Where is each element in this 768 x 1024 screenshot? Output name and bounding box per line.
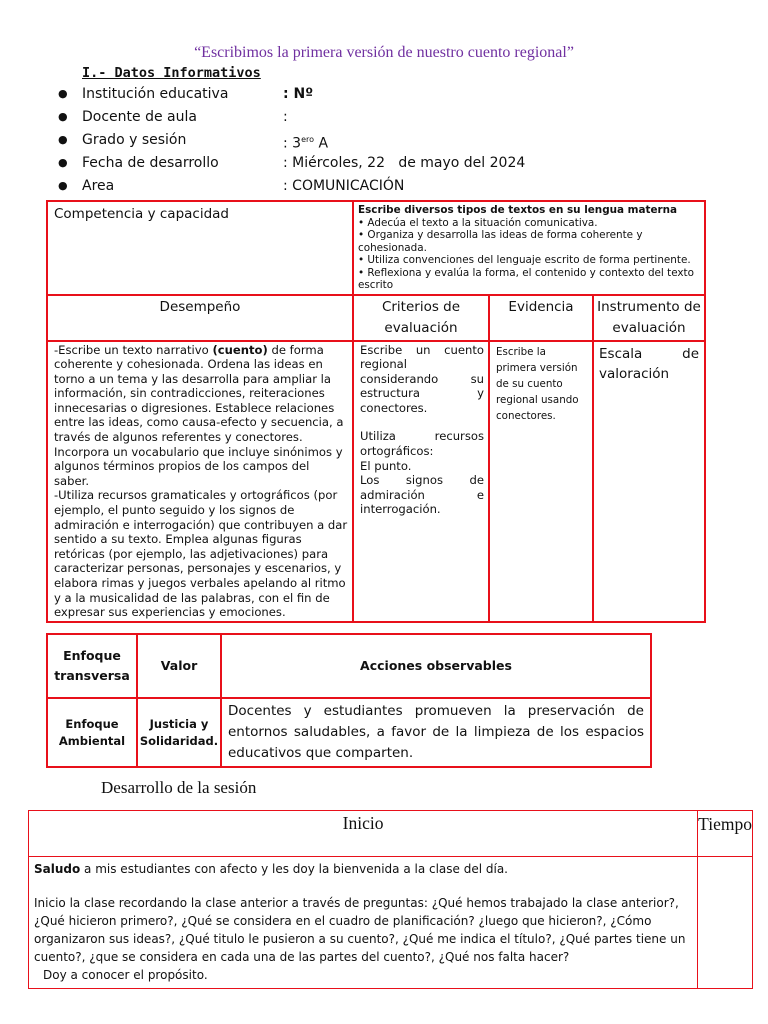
inicio-content: Saludo a mis estudiantes con afecto y les doy la bienvenida a la clase del día. Inicio la clase recordando la clase anterior a través de preguntas: ¿Qué hemos trabajado la clase anterior?, ¿Qué hicieron primero?, ¿Qué se considera en el cuadro de planificación? ¿luego que hicieron?, ¿Cómo organizaron sus ideas?, ¿Qué titulo le pusieron a su cuento?, ¿Qué me indica el título?, ¿Qué partes tiene un cuento?, ¿que se considera en cada una de las partes del cuento?, ¿Qué nos falta hacer? Doy a conocer el propósito.	[29, 857, 698, 989]
acciones-value: Docentes y estudiantes promueven la preservación de entornos saludables, a favor de la limpieza de los espacios educativos que comparten.	[221, 698, 651, 767]
desarrollo-title: Desarrollo de la sesión	[101, 778, 257, 797]
capacidad-item: • Reflexiona y evalúa la forma, el contenido y contexto del texto escrito	[358, 266, 694, 291]
header-desempeno: Desempeño	[47, 295, 353, 341]
header-valor: Valor	[137, 634, 221, 698]
info-label: Docente de aula	[82, 109, 197, 125]
instrumento-cell: Escala de valoración	[593, 341, 705, 622]
info-value: : Nº	[283, 86, 314, 102]
bullet-icon: ●	[58, 87, 68, 100]
competencia-title: Escribe diversos tipos de textos en su lengua materna	[358, 204, 678, 216]
info-label: Fecha de desarrollo	[82, 155, 219, 171]
info-label: Institución educativa	[82, 86, 229, 102]
enfoque-value: Enfoque Ambiental	[47, 698, 137, 767]
bullet-icon: ●	[58, 110, 68, 123]
evidencia-cell: Escribe la primera versión de su cuento regional usando conectores.	[489, 341, 593, 622]
info-value: : COMUNICACIÓN	[283, 178, 405, 194]
info-value: : Miércoles, 22 de mayo del 2024	[283, 155, 526, 171]
competencia-capacidades	[353, 201, 705, 295]
enfoque-table	[46, 633, 652, 768]
capacidad-item: • Adecúa el texto a la situación comunicativa.	[358, 216, 598, 229]
competencia-label: Competencia y capacidad	[47, 201, 353, 295]
bullet-icon: ●	[58, 156, 68, 169]
section-title: I.- Datos Informativos	[82, 65, 261, 81]
header-criterios: Criterios de evaluación	[353, 295, 489, 341]
capacidad-item: • Organiza y desarrolla las ideas de forma coherente y cohesionada.	[358, 229, 643, 254]
tiempo-header: Tiempo	[698, 811, 753, 857]
capacidad-item: • Utiliza convenciones del lenguaje escrito de forma pertinente.	[358, 254, 691, 266]
criterios-cell: Escribe un cuento regional considerando su estructura y conectores. Utiliza recursos ortográficos: El punto. Los signos de admiración e interrogación.	[353, 341, 489, 622]
header-enfoque: Enfoque transversa	[47, 634, 137, 698]
competencias-table	[46, 200, 706, 623]
info-value: :	[283, 109, 288, 125]
info-value: : $3^{ero}$ A	[283, 135, 329, 152]
bullet-icon: ●	[58, 179, 68, 192]
desempeno-cell: -Escribe un texto narrativo (cuento) de forma coherente y cohesionada. Ordena las ideas en torno a un tema y las desarrolla para ampliar la información, sin contradicciones, reiteraciones innecesarias o digresiones. Establece relaciones entre las ideas, como causa-efecto y secuencia, a través de algunos referentes y conectores. Incorpora un vocabulario que incluye sinónimos y algunos términos propios de los campos del saber. -Utiliza recursos gramaticales y ortográficos (por ejemplo, el punto seguido y los signos de admiración e interrogación) que contribuyen a dar sentido a su texto. Emplea algunas figuras retóricas (por ejemplo, las adjetivaciones) para caracterizar personas, personajes y escenarios, y elabora rimas y juegos verbales apelando al ritmo y a la musicalidad de las palabras, con el fin de expresar sus experiencias y emociones.	[47, 341, 353, 622]
tiempo-cell	[698, 857, 753, 989]
header-instrumento: Instrumento de evaluación	[593, 295, 705, 341]
bullet-icon: ●	[58, 133, 68, 146]
info-label: Area	[82, 178, 115, 194]
document-title: “Escribimos la primera versión de nuestro cuento regional”	[194, 44, 574, 61]
header-evidencia: Evidencia	[489, 295, 593, 341]
inicio-table	[28, 810, 753, 989]
header-acciones: Acciones observables	[221, 634, 651, 698]
valor-value: Justicia y Solidaridad.	[137, 698, 221, 767]
inicio-header: Inicio	[29, 811, 698, 857]
info-label: Grado y sesión	[82, 132, 187, 148]
